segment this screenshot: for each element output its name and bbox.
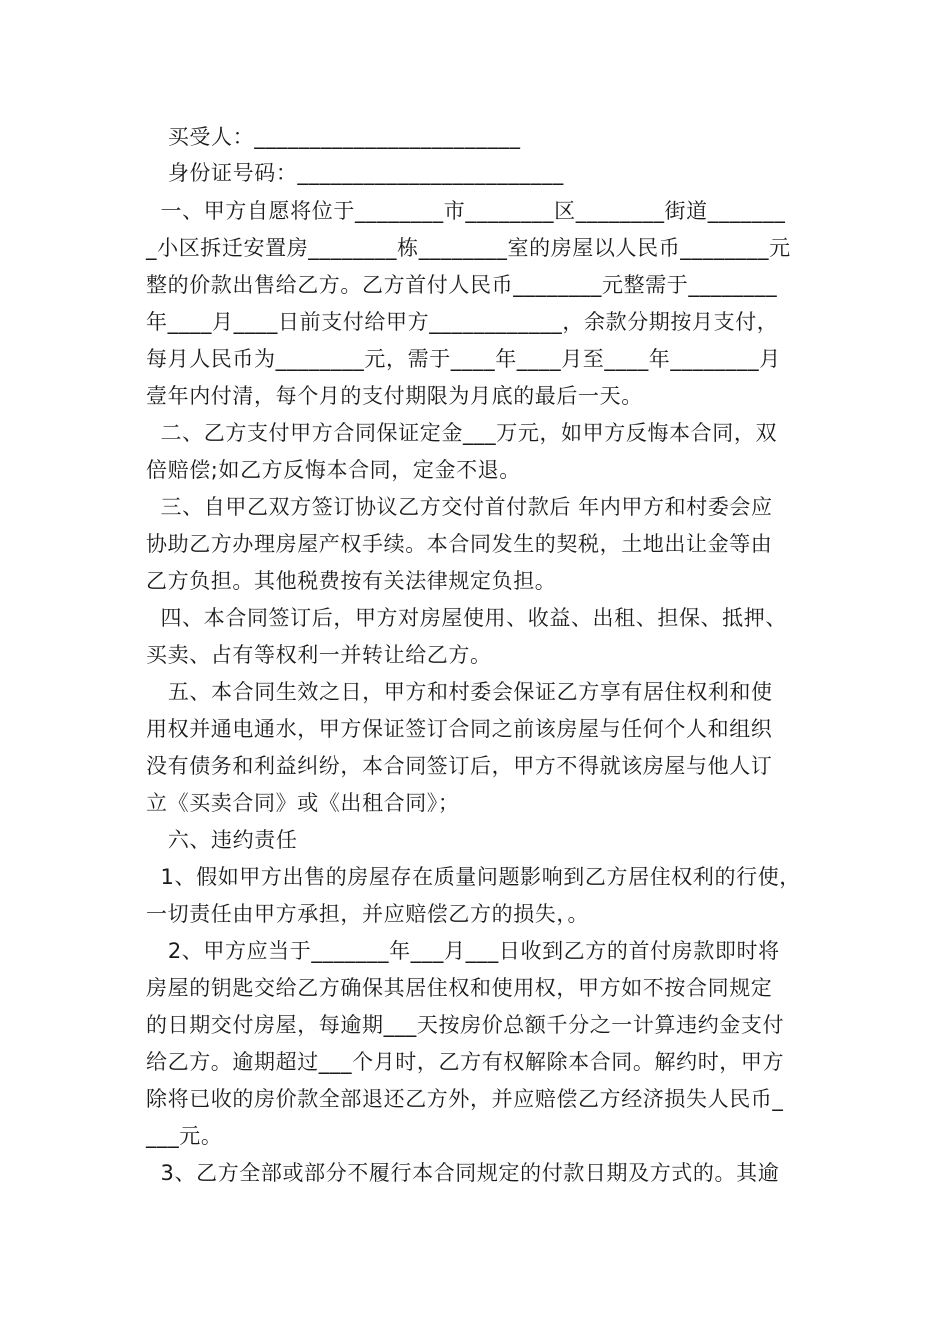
text-line: 没有债务和利益纠纷，本合同签订后，甲方不得就该房屋与他人订 [146,754,773,778]
text-line: 给乙方。逾期超过___个月时，乙方有权解除本合同。解约时，甲方 [146,1050,785,1074]
text-line-clause-1: 一、甲方自愿将位于________市________区________街道_______ [146,199,786,223]
text-line-buyer: 买受人：________________________ [146,125,521,149]
text-line: 买卖、占有等权利一并转让给乙方。 [146,643,492,667]
text-line-item-3: 3、乙方全部或部分不履行本合同规定的付款日期及方式的。其逾 [146,1161,780,1185]
text-line: 整的价款出售给乙方。乙方首付人民币________元整需于________ [146,273,778,297]
text-line: 协助乙方办理房屋产权手续。本合同发生的契税，土地出让金等由 [146,532,773,556]
text-line: 每月人民币为________元，需于____年____月至____年________月 [146,347,781,371]
text-line: 立《买卖合同》或《出租合同》； [146,791,460,815]
text-line-clause-3: 三、自甲乙双方签订协议乙方交付首付款后 年内甲方和村委会应 [146,495,773,519]
text-line-item-1: 1、假如甲方出售的房屋存在质量问题影响到乙方居住权利的行使， [146,865,801,889]
text-line: 房屋的钥匙交给乙方确保其居住权和使用权，甲方如不按合同规定 [146,976,773,1000]
text-line-item-2: 2、甲方应当于_______年___月___日收到乙方的首付房款即时将 [146,939,780,963]
text-line: 倍赔偿;如乙方反悔本合同，定金不退。 [146,458,521,482]
text-line: ___元。 [146,1124,223,1148]
text-line-clause-5: 五、本合同生效之日，甲方和村委会保证乙方享有居住权利和使 [146,680,773,704]
text-line: 用权并通电通水，甲方保证签订合同之前该房屋与任何个人和组织 [146,717,773,741]
text-line: 一切责任由甲方承担，并应赔偿乙方的损失，。 [146,902,590,926]
text-line: _小区拆迁安置房________栋________室的房屋以人民币________元 [146,236,791,260]
text-line-clause-2: 二、乙方支付甲方合同保证定金___万元，如甲方反悔本合同，双 [146,421,778,445]
text-line: 乙方负担。其他税费按有关法律规定负担。 [146,569,557,593]
text-line-clause-6-heading: 六、违约责任 [146,828,298,852]
text-line-clause-4: 四、本合同签订后，甲方对房屋使用、收益、出租、担保、抵押、 [146,606,787,630]
text-line: 的日期交付房屋，每逾期___天按房价总额千分之一计算违约金支付 [146,1013,785,1037]
text-line: 壹年内付清，每个月的支付期限为月底的最后一天。 [146,384,643,408]
text-line: 年____月____日前支付给甲方____________，余款分期按月支付， [146,310,779,334]
text-line: 除将已收的房价款全部退还乙方外，并应赔偿乙方经济损失人民币_ [146,1087,784,1111]
text-line-id-number: 身份证号码：________________________ [146,161,564,185]
